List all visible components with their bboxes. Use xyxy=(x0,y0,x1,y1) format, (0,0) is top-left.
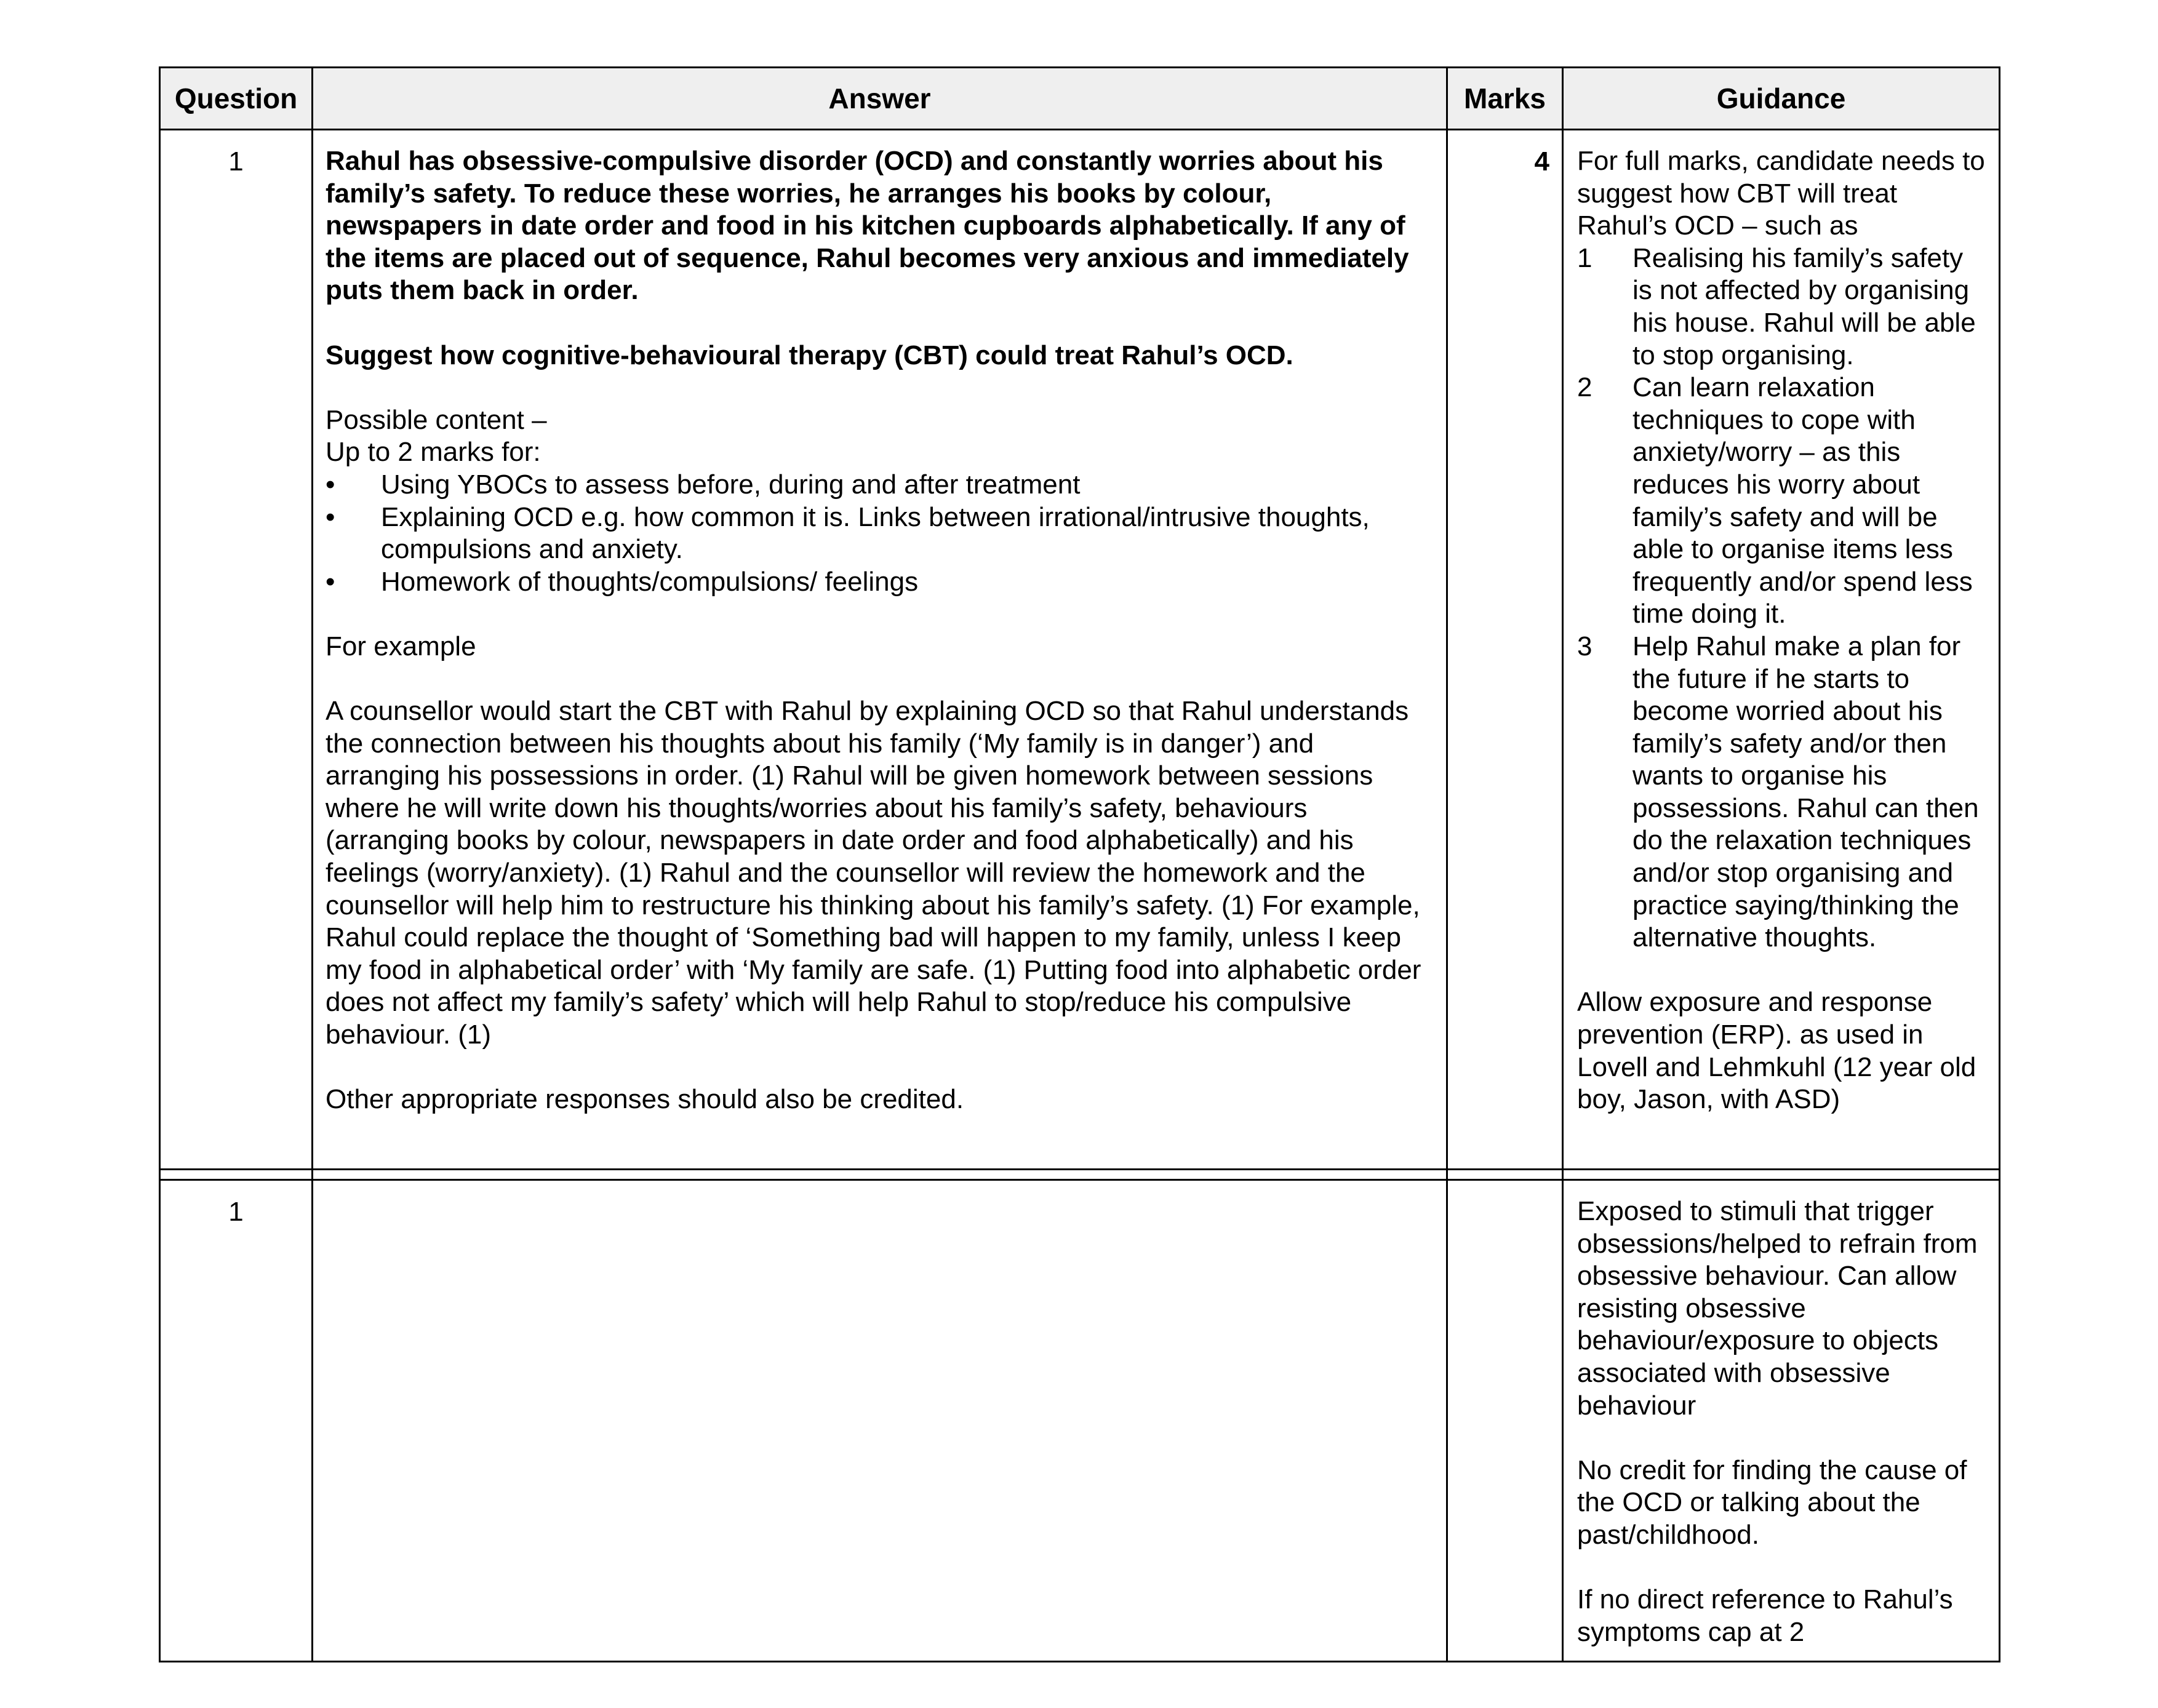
for-example-label: For example xyxy=(326,631,476,661)
question-prompt: Suggest how cognitive-behavioural therapy (CBT) could treat Rahul’s OCD. xyxy=(326,340,1293,370)
table-row xyxy=(160,1180,2000,1662)
bullet-icon: • xyxy=(326,566,335,597)
content-bullet-list xyxy=(326,469,1434,598)
guidance-no-credit-note: No credit for finding the cause of the OCD or talking about the past/childhood. xyxy=(1577,1455,1967,1550)
guidance-cell xyxy=(1563,130,2000,1170)
answer-cell xyxy=(313,130,1447,1170)
list-item: 3 Help Rahul make a plan for the future if he starts to become worried about his family’s safety and/or then wants to organise his possessions. Rahul can then do the relaxation techniques and/or stop organising and practice saying/thinking the alternative thoughts. xyxy=(1577,631,1979,953)
guidance-allow-note: Allow exposure and response prevention (ERP). as used in Lovell and Lehmkuhl (12 year old boy, Jason, with ASD) xyxy=(1577,987,1976,1115)
list-item: 1 Realising his family’s safety is not affected by organising his house. Rahul will be able to stop organising. xyxy=(1577,242,1976,370)
list-item: • Homework of thoughts/compulsions/ feelings xyxy=(326,566,1434,599)
guidance-intro: For full marks, candidate needs to suggest how CBT will treat Rahul’s OCD – such as xyxy=(1577,146,1985,241)
header-question: Question xyxy=(160,68,313,130)
header-answer: Answer xyxy=(313,68,1447,130)
possible-content-label: Possible content – xyxy=(326,404,547,435)
header-row xyxy=(160,68,2000,130)
other-responses-note: Other appropriate responses should also be credited. xyxy=(326,1084,964,1115)
example-answer: A counsellor would start the CBT with Rahul by explaining OCD so that Rahul understands the connection between his thoughts about his family (‘My family is in danger’) and arranging his possessions in order. (1) Rahul will be given homework between sessions where he will write down his thoughts/worries about his family’s safety, behaviours (arranging books by colour, newspapers in date order and food alphabetically) and his feelings (worry/anxiety). (1) Rahul and the counsellor will review the homework and the counsellor will help him to restructure his thinking about his family’s safety. (1) For example, Rahul could replace the thought of ‘Something bad will happen to my family, unless I keep my food in alphabetical order’ with ‘My family are safe. (1) Putting food into alphabetic order does not affect my family’s safety’ which will help Rahul to stop/reduce his compulsive behaviour. (1) xyxy=(326,696,1421,1050)
mark-scheme-table xyxy=(159,66,2000,1662)
question-scenario: Rahul has obsessive-compulsive disorder (OCD) and constantly worries about his family’s safety. To reduce these worries, he arranges his books by colour, newspapers in date order and food in his kitchen cupboards alphabetically. If any of the items are placed out of sequence, Rahul becomes very anxious and immediately puts them back in order. xyxy=(326,146,1409,306)
guidance-erp-note: Exposed to stimuli that trigger obsessions/helped to refrain from obsessive behaviour. Can allow resisting obsessive behaviour/exposure to objects associated with obsessive behaviour xyxy=(1577,1196,1978,1421)
mark-scheme-sheet xyxy=(159,66,1999,1662)
guidance-cell xyxy=(1563,1180,2000,1662)
list-item: • Explaining OCD e.g. how common it is. Links between irrational/intrusive thoughts, compulsions and anxiety. xyxy=(326,501,1370,565)
answer-cell xyxy=(313,1180,1447,1662)
header-marks: Marks xyxy=(1447,68,1563,130)
bullet-icon: • xyxy=(326,501,335,532)
row-separator xyxy=(160,1170,2000,1180)
guidance-numbered-list xyxy=(1577,242,1988,954)
marks-value: 4 xyxy=(1447,130,1563,1170)
question-number: 1 xyxy=(160,130,313,1170)
guidance-cap-note: If no direct reference to Rahul’s symptoms cap at 2 xyxy=(1577,1584,1953,1647)
list-item: 2 Can learn relaxation techniques to cope with anxiety/worry – as this reduces his worry about family’s safety and will be able to organise items less frequently and/or spend less time doing it. xyxy=(1577,372,1973,629)
header-guidance: Guidance xyxy=(1563,68,2000,130)
marks-allocation-label: Up to 2 marks for: xyxy=(326,437,541,468)
bullet-icon: • xyxy=(326,469,335,500)
question-number: 1 xyxy=(160,1180,313,1662)
table-row xyxy=(160,130,2000,1170)
list-item: • Using YBOCs to assess before, during and after treatment xyxy=(326,469,1434,501)
marks-value xyxy=(1447,1180,1563,1662)
